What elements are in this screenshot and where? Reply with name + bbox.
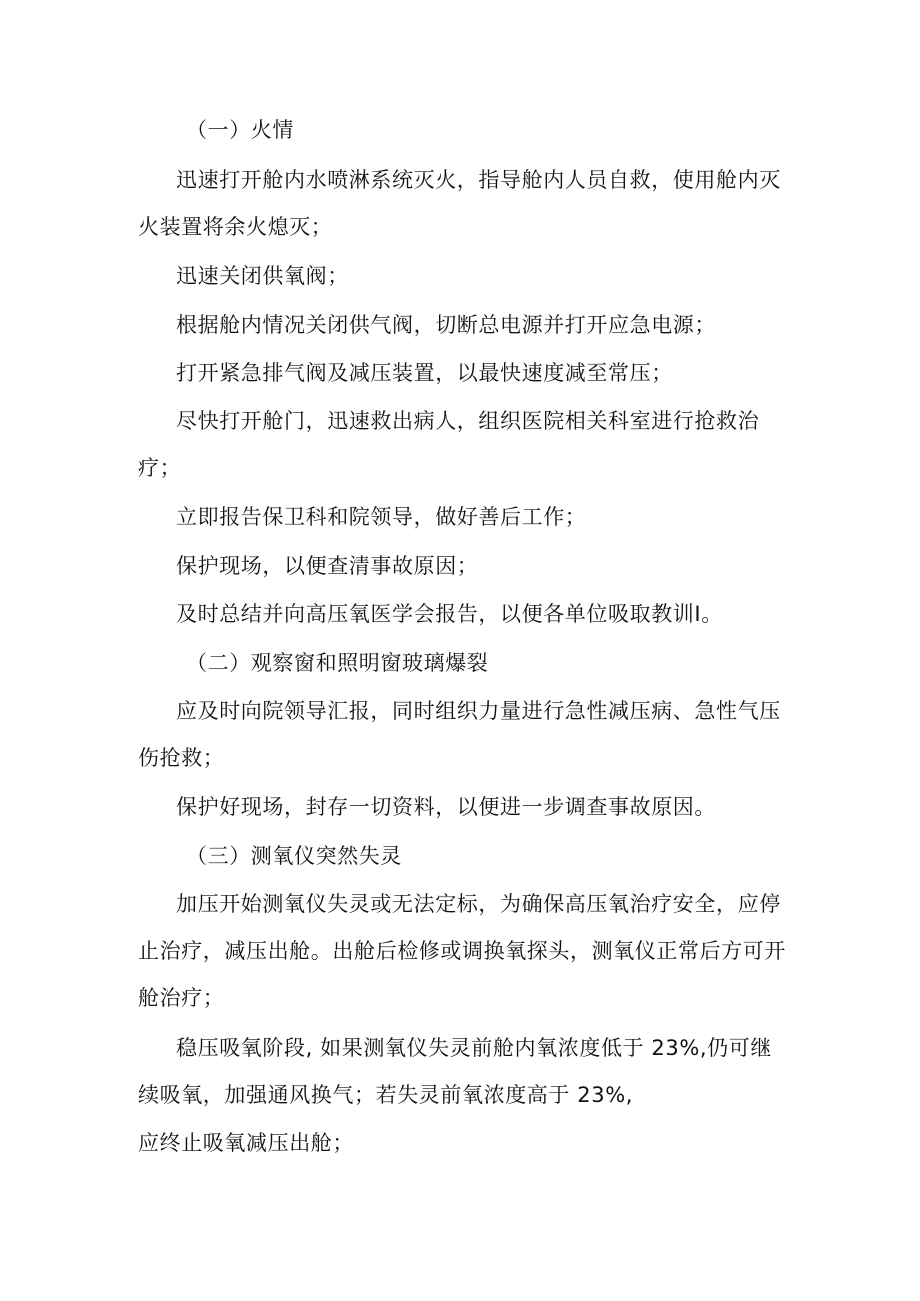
paragraph: 打开紧急排气阀及减压装置，以最快速度减至常压；: [176, 361, 673, 385]
section-heading-fire: （一）火情: [186, 118, 294, 142]
paragraph: 应终止吸氧减压出舱；: [138, 1131, 354, 1155]
paragraph: 根据舱内情况关闭供气阀，切断总电源并打开应急电源；: [176, 313, 716, 337]
paragraph: 稳压吸氧阶段, 如果测氧仪失灵前舱内氧浓度低于 23%,仍可继续吸氧，加强通风换气；若失灵前氧浓度高于 23%,: [138, 1036, 772, 1107]
paragraph: 及时总结并向高压氧医学会报告，以便各单位吸取教训I。: [176, 602, 723, 626]
paragraph: 立即报告保卫科和院领导，做好善后工作；: [176, 505, 587, 529]
section-heading-oxygen-meter: （三）测氧仪突然失灵: [186, 844, 402, 868]
paragraph: 迅速打开舱内水喷淋系统灭火，指导舱内人员自救，使用舱内灭火装置将余火熄灭；: [138, 168, 781, 239]
paragraph: 尽快打开舱门，迅速救出病人，组织医院相关科室进行抢救治疗；: [138, 409, 760, 480]
paragraph: 加压开始测氧仪失灵或无法定标，为确保高压氧治疗安全，应停止治疗，减压出舱。出舱后检修或调换氧探头，测氧仪正常后方可开舱治疗；: [138, 892, 786, 1010]
paragraph: 保护现场，以便查清事故原因；: [176, 554, 479, 578]
paragraph: 迅速关闭供氧阀；: [176, 264, 349, 288]
section-heading-window-burst: （二）观察窗和照明窗玻璃爆裂: [186, 651, 489, 675]
paragraph: 应及时向院领导汇报，同时组织力量进行急性减压病、急性气压伤抢救；: [138, 699, 781, 770]
paragraph: 保护好现场，封存一切资料，以便进一步调查事故原因。: [176, 795, 716, 819]
